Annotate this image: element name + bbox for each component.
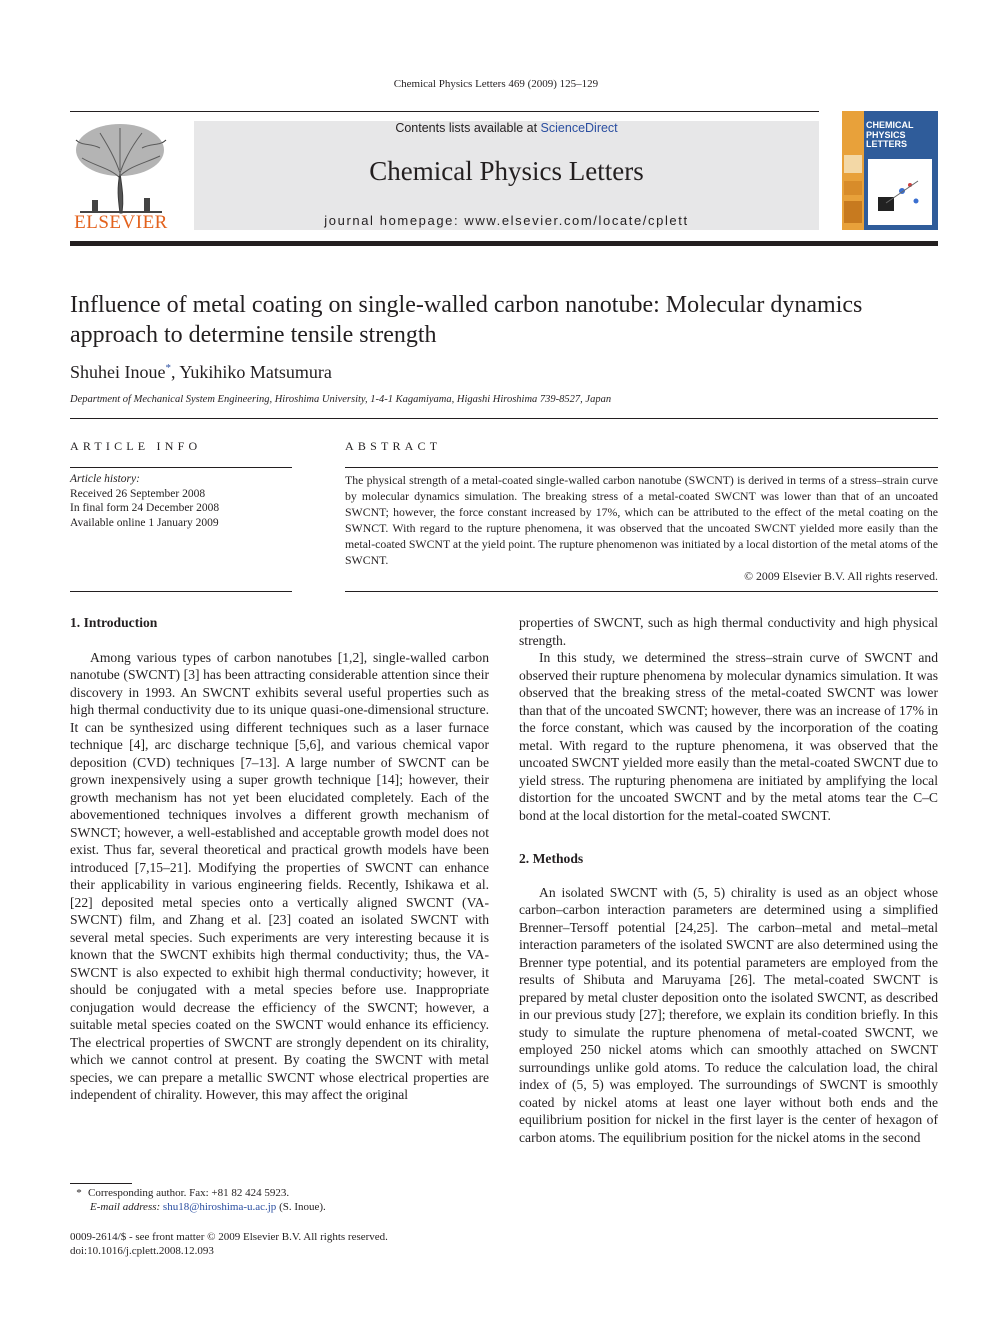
corresponding-author-mark[interactable]: * (165, 362, 171, 374)
contents-line (194, 121, 819, 135)
received-date: Received 26 September 2008 (70, 487, 206, 500)
methods-paragraph-1: An isolated SWCNT with (5, 5) chirality is used as an object whose carbon–carbon interaction parameters are determined using a simplified Brenner–Tersoff potential [24,25]. The carbon–metal and metal–metal interaction parameters of the isolated SWCNT are also determined using the Brenner type potential, and its potential parameters are employed from the results of Shibuta and Maruyama [26]. The metal-coated SWCNT is prepared by metal cluster deposition onto the isolated SWCNT, as described in our previous study [27]; therefore, we explain its condition briefly. In this study to simulate the rupture phenomena of metal-coated SWCNT, we employed 250 nickel atoms which can smoothly attached on SWCNT surroundings unlike gold atoms. To reduce the calculation load, the chiral index of (5, 5) was employed. The surroundings of SWCNT is smoothly coated by nickel atoms at least one layer without both ends and the equilibrium position for nickel in the first layer is the center of hexagon of carbon atoms. The equilibrium position for the nickel atoms in the second (519, 884, 938, 1145)
author-separator: , (170, 362, 180, 382)
author-list (70, 362, 332, 383)
email-suffix: (S. Inoue). (279, 1201, 326, 1213)
article-info-rule-top (70, 467, 292, 468)
body-column-right (519, 614, 938, 1146)
email-link[interactable]: shu18@hiroshima-u.ac.jp (162, 1201, 277, 1213)
final-form-date: In final form 24 December 2008 (70, 502, 220, 514)
sciencedirect-link[interactable]: ScienceDirect (540, 121, 618, 135)
journal-homepage[interactable]: journal homepage: www.elsevier.com/locate/cplett (324, 213, 689, 228)
intro-paragraph-2: In this study, we determined the stress–strain curve of SWCNT and observed their rupture phenomena by molecular dynamics simulation. It was observed that the breaking stress of the metal-coated SWCNT was lower than that of the uncoated SWCNT; however, there was an increase of 17% in the force constant, which was caused by the incorporation of the coating metal. With regard to the rupture phenomena, it was observed that the uncoated SWCNT yielded more easily than the metal-coated SWCNT due to yield stress. The rupturing phenomena are initiated by amplifying the local distortion for the uncoated SWCNT and by the metal atoms tear the C–C bond at the local distortion for the metal-coated SWCNT. (519, 650, 938, 823)
copyright-line: © 2009 Elsevier B.V. All rights reserved. (744, 569, 938, 583)
article-title: Influence of metal coating on single-walled carbon nanotube: Molecular dynamics approach to determine tensile strength (70, 292, 863, 348)
methods-heading: 2. Methods (519, 851, 584, 866)
abstract-rule-bottom (345, 591, 938, 592)
article-info-rule-bottom (70, 591, 292, 592)
issn-line: 0009-2614/$ - see front matter © 2009 Elsevier B.V. All rights reserved. (70, 1231, 388, 1243)
header-rule (70, 111, 819, 112)
author-matsumura[interactable]: Yukihiko Matsumura (179, 362, 332, 382)
running-head: Chemical Physics Letters 469 (2009) 125–129 (393, 78, 599, 90)
abstract-rule-top (345, 467, 938, 468)
doi-line[interactable]: doi:10.1016/j.cplett.2008.12.093 (70, 1245, 214, 1257)
header-thick-rule (70, 241, 938, 246)
corresponding-text: Corresponding author. Fax: +81 82 424 5923. (88, 1187, 290, 1199)
bottom-info (70, 1230, 388, 1258)
elsevier-logo-wordmark: ELSEVIER (74, 212, 168, 233)
footnotes (70, 1186, 326, 1214)
cover-title: CHEMICAL PHYSICS LETTERS (866, 120, 914, 149)
journal-title: Chemical Physics Letters (369, 156, 644, 186)
abstract-body (345, 472, 938, 584)
introduction-heading: 1. Introduction (70, 615, 158, 630)
email-footnote (70, 1200, 326, 1214)
abstract-heading: ABSTRACT (345, 439, 442, 453)
affiliation-rule (70, 418, 938, 419)
body-column-left (70, 614, 489, 1104)
article-history (70, 472, 219, 530)
journal-cover-thumbnail (842, 111, 938, 230)
article-info-heading: ARTICLE INFO (70, 439, 202, 453)
author-inoue[interactable]: Shuhei Inoue (70, 362, 166, 382)
abstract-paragraph: The physical strength of a metal-coated single-walled carbon nanotube (SWCNT) is derived in terms of a stress–strain curve by molecular dynamics simulation. The breaking stress of a metal-coated SWCNT was lower than that of an uncoated SWCNT; however, the force constant increased by 17%, which can be attributed to the effect of the metal coating on the SWNCT. With regard to the rupture phenomena, it was observed that the uncoated SWCNT yielded more easily than the metal-coated SWCNT at the yield point. The rupture phenomenon was initiated by a local distortion of the metal atoms of the SWCNT. (345, 473, 938, 567)
corresponding-footnote (70, 1186, 326, 1200)
history-label: Article history: (70, 473, 140, 485)
email-label: E-mail address: (90, 1201, 161, 1213)
footnote-rule (70, 1183, 132, 1184)
intro-paragraph-1: Among various types of carbon nanotubes [1,2], single-walled carbon nanotube (SWCNT) [3] has been attracting considerable attention since their discovery in 1993. An SWCNT exhibits several useful properties such as high thermal conductivity due to its unique quasi-one-dimensional structure. It can be synthesized using different techniques such as a laser furnace technique [4], arc discharge technique [5,6], and various chemical vapor deposition (CVD) techniques [7–13]. A large number of SWCNT can be grown inexpensively using a super growth technique [14]; however, their growth mechanism has not yet been elucidated completely. Each of the abovementioned techniques involves a different growth mechanism of SWNCT; however, a well-established and acceptable growth model does not exist. Thus far, several theoretical and practical growth models have been introduced [7,15–21]. Modifying the properties of SWCNT can enhance their applicability in various engineering fields. Recently, Ishikawa et al. [22] deposited metal species onto a vertically aligned SWCNT (VA-SWCNT) film, and Zhang et al. [23] coated an isolated SWCNT with several metal species. Such experiments are very interesting because it is known that the SWCNT exhibits high thermal conductivity; thus, the VA-SWCNT is also expected to exhibit high thermal conductivity; however, it should be conjugated with a metal species before use. Inappropriate conjugation would decrease the efficiency of the SWCNT; however, a suitable metal species coated on the SWCNT would enhance its efficiency. The electrical properties of SWCNT are strongly dependent on its chirality, which we cannot control at present. By coating the SWCNT with metal species, we can prepare a metallic SWCNT whose electrical properties are independent of chirality. However, this may affect the original (70, 649, 489, 1102)
intro-paragraph-1-cont: properties of SWCNT, such as high thermal conductivity and high physical strength. (519, 615, 938, 648)
online-date: Available online 1 January 2009 (70, 516, 219, 529)
footnote-mark: * (76, 1187, 82, 1199)
contents-prefix: Contents lists available at (395, 121, 541, 135)
affiliation: Department of Mechanical System Engineering, Hiroshima University, 1-4-1 Kagamiyama, Higashi Hiroshima 739-8527, Japan (70, 394, 612, 405)
